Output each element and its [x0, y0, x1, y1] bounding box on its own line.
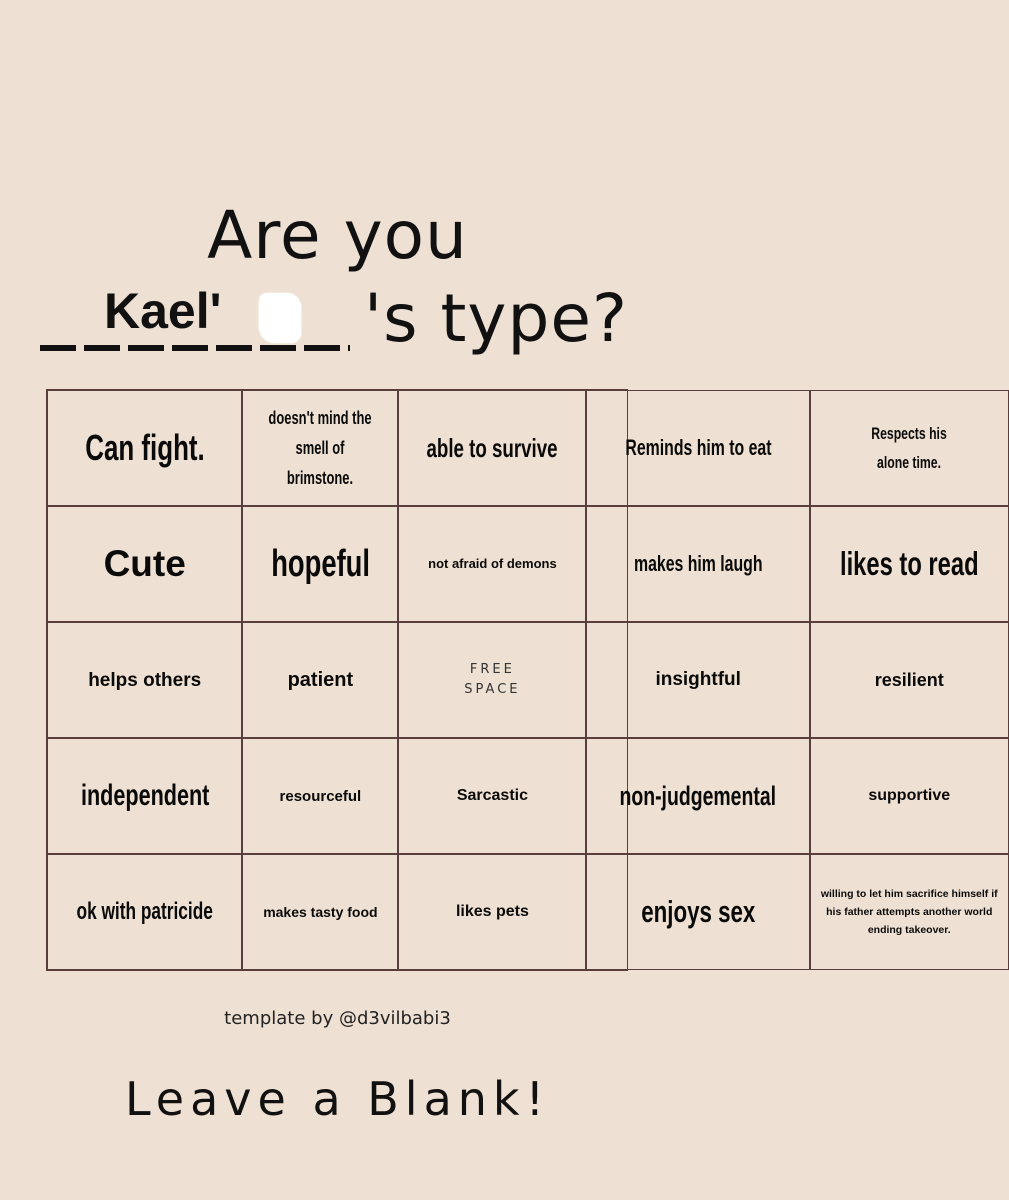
bingo-cell[interactable]: makes him laugh — [586, 506, 810, 622]
bingo-cell[interactable]: insightful — [586, 622, 810, 738]
title-type-suffix: 's type? — [364, 280, 628, 357]
bingo-cell[interactable]: patient — [242, 622, 398, 738]
bingo-cell[interactable]: hopeful — [242, 506, 398, 622]
bingo-cell[interactable]: Cute — [47, 506, 242, 622]
template-credit: template by @d3vilbabi3 — [224, 1008, 451, 1029]
bingo-cell[interactable]: likes to read — [810, 506, 1009, 622]
bingo-cell[interactable]: resilient — [810, 622, 1009, 738]
bingo-cell[interactable]: Respects his alone time. — [810, 390, 1009, 506]
leave-a-blank-caption: Leave a Blank! — [124, 1072, 551, 1126]
bingo-cell[interactable]: doesn't mind the smell of brimstone. — [242, 390, 398, 506]
bingo-cell[interactable]: non-judgemental — [586, 738, 810, 854]
bingo-cell[interactable]: Sarcastic — [398, 738, 586, 854]
bingo-cell[interactable]: makes tasty food — [242, 854, 398, 970]
bingo-cell[interactable]: resourceful — [242, 738, 398, 854]
bingo-cell[interactable]: enjoys sex — [586, 854, 810, 970]
title-line-2 — [40, 275, 640, 365]
bingo-cell[interactable]: helps others — [47, 622, 242, 738]
bingo-cell[interactable]: ok with patricide — [47, 854, 242, 970]
filled-name: Kael' — [104, 283, 222, 339]
name-blank-underline — [40, 345, 350, 351]
bingo-cell[interactable]: not afraid of demons — [398, 506, 586, 622]
bingo-cell[interactable]: able to survive — [398, 390, 586, 506]
bingo-grid — [46, 389, 998, 971]
bingo-cell[interactable]: likes pets — [398, 854, 586, 970]
bingo-cell[interactable]: willing to let him sacrifice himself if his father attempts another world ending takeover. — [810, 854, 1009, 970]
bingo-cell[interactable]: Reminds him to eat — [586, 390, 810, 506]
whiteout-scribble — [259, 293, 301, 343]
bingo-cell[interactable]: Can fight. — [47, 390, 242, 506]
bingo-free-space[interactable]: FREE SPACE — [398, 622, 586, 738]
title-line-1: Are you — [207, 197, 468, 274]
bingo-cell[interactable]: independent — [47, 738, 242, 854]
bingo-cell[interactable]: supportive — [810, 738, 1009, 854]
